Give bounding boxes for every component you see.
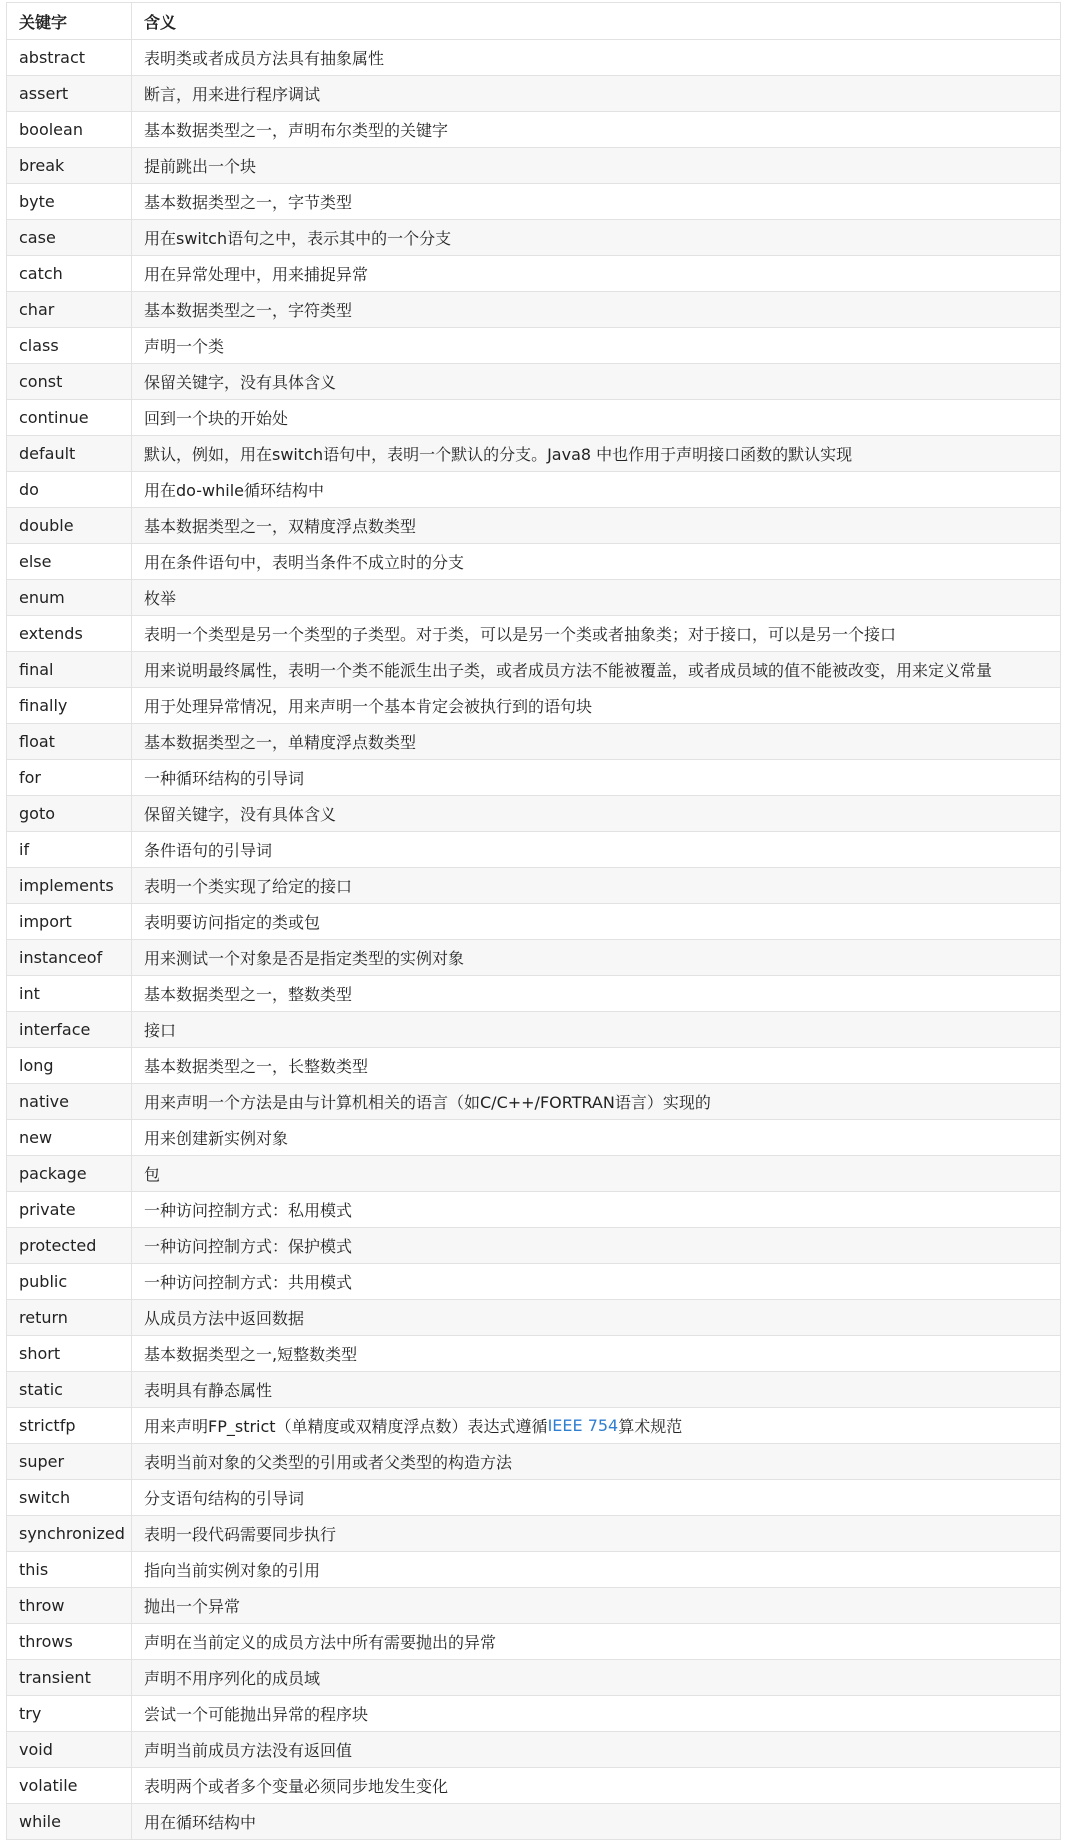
meaning-cell: 回到一个块的开始处 [132, 400, 1061, 435]
meaning-cell: 表明类或者成员方法具有抽象属性 [132, 40, 1061, 75]
table-row [6, 292, 1061, 328]
keyword-cell: enum [6, 580, 132, 615]
table-row [6, 1444, 1061, 1480]
meaning-cell: 一种循环结构的引导词 [132, 760, 1061, 795]
table-row [6, 976, 1061, 1012]
meaning-cell: 用在异常处理中，用来捕捉异常 [132, 256, 1061, 291]
keyword-cell: abstract [6, 40, 132, 75]
table-row [6, 796, 1061, 832]
table-row [6, 688, 1061, 724]
meaning-cell: 基本数据类型之一，字节类型 [132, 184, 1061, 219]
keyword-cell: import [6, 904, 132, 939]
meaning-cell: 声明一个类 [132, 328, 1061, 363]
keyword-cell: native [6, 1084, 132, 1119]
keyword-cell: long [6, 1048, 132, 1083]
keyword-cell: package [6, 1156, 132, 1191]
meaning-cell: 从成员方法中返回数据 [132, 1300, 1061, 1335]
meaning-text-before: 用来声明FP_strict（单精度或双精度浮点数）表达式遵循 [144, 1417, 548, 1436]
table-row [6, 760, 1061, 796]
table-header-row [6, 3, 1061, 40]
table-row [6, 544, 1061, 580]
keyword-cell: protected [6, 1228, 132, 1263]
keyword-cell: private [6, 1192, 132, 1227]
table-row [6, 256, 1061, 292]
keyword-cell: public [6, 1264, 132, 1299]
table-row [6, 508, 1061, 544]
table-row [6, 1120, 1061, 1156]
meaning-cell: 分支语句结构的引导词 [132, 1480, 1061, 1515]
keyword-cell: strictfp [6, 1408, 132, 1443]
keyword-cell: new [6, 1120, 132, 1155]
table-row [6, 1048, 1061, 1084]
meaning-cell: 接口 [132, 1012, 1061, 1047]
table-row [6, 1300, 1061, 1336]
table-row [6, 904, 1061, 940]
table-row [6, 1804, 1061, 1840]
meaning-cell: 一种访问控制方式：共用模式 [132, 1264, 1061, 1299]
keyword-cell: default [6, 436, 132, 471]
meaning-cell: 表明一个类型是另一个类型的子类型。对于类，可以是另一个类或者抽象类；对于接口，可以是另一个接口 [132, 616, 1061, 651]
meaning-cell: 断言，用来进行程序调试 [132, 76, 1061, 111]
keyword-cell: super [6, 1444, 132, 1479]
meaning-cell: 表明两个或者多个变量必须同步地发生变化 [132, 1768, 1061, 1803]
table-row [6, 1732, 1061, 1768]
meaning-cell: 基本数据类型之一，双精度浮点数类型 [132, 508, 1061, 543]
keyword-cell: do [6, 472, 132, 507]
keyword-cell: double [6, 508, 132, 543]
table-row [6, 616, 1061, 652]
meaning-cell: 一种访问控制方式：私用模式 [132, 1192, 1061, 1227]
header-keyword: 关键字 [6, 3, 132, 39]
table-row [6, 1696, 1061, 1732]
keyword-cell: static [6, 1372, 132, 1407]
meaning-cell: 表明一个类实现了给定的接口 [132, 868, 1061, 903]
keyword-cell: case [6, 220, 132, 255]
meaning-cell: 保留关键字，没有具体含义 [132, 364, 1061, 399]
keyword-cell: throw [6, 1588, 132, 1623]
table-row [6, 1192, 1061, 1228]
meaning-cell: 用于处理异常情况，用来声明一个基本肯定会被执行到的语句块 [132, 688, 1061, 723]
keyword-cell: volatile [6, 1768, 132, 1803]
keyword-cell: interface [6, 1012, 132, 1047]
keyword-cell: switch [6, 1480, 132, 1515]
keyword-cell: for [6, 760, 132, 795]
meaning-cell: 指向当前实例对象的引用 [132, 1552, 1061, 1587]
meaning-cell: 抛出一个异常 [132, 1588, 1061, 1623]
meaning-cell: 表明一段代码需要同步执行 [132, 1516, 1061, 1551]
meaning-cell: 声明当前成员方法没有返回值 [132, 1732, 1061, 1767]
meaning-cell: 声明不用序列化的成员域 [132, 1660, 1061, 1695]
table-row [6, 1624, 1061, 1660]
meaning-cell: 基本数据类型之一，声明布尔类型的关键字 [132, 112, 1061, 147]
keyword-cell: synchronized [6, 1516, 132, 1551]
ieee-754-link[interactable]: IEEE 754 [547, 1416, 619, 1435]
table-row [6, 1336, 1061, 1372]
table-row [6, 40, 1061, 76]
table-row [6, 1552, 1061, 1588]
keyword-cell: throws [6, 1624, 132, 1659]
table-row [6, 832, 1061, 868]
keyword-cell: void [6, 1732, 132, 1767]
meaning-cell: 默认，例如，用在switch语句中，表明一个默认的分支。Java8 中也作用于声明接口函数的默认实现 [132, 436, 1061, 471]
table-row [6, 1660, 1061, 1696]
table-row [6, 1264, 1061, 1300]
table-row [6, 112, 1061, 148]
keyword-cell: if [6, 832, 132, 867]
keyword-cell: continue [6, 400, 132, 435]
keyword-cell: implements [6, 868, 132, 903]
meaning-cell: 一种访问控制方式：保护模式 [132, 1228, 1061, 1263]
meaning-cell: 条件语句的引导词 [132, 832, 1061, 867]
table-row [6, 472, 1061, 508]
table-row [6, 1408, 1061, 1444]
table-row [6, 184, 1061, 220]
meaning-cell: 用在do-while循环结构中 [132, 472, 1061, 507]
table-row [6, 1768, 1061, 1804]
meaning-cell: 基本数据类型之一，字符类型 [132, 292, 1061, 327]
table-row [6, 724, 1061, 760]
keyword-cell: while [6, 1804, 132, 1839]
meaning-cell: 尝试一个可能抛出异常的程序块 [132, 1696, 1061, 1731]
keyword-cell: return [6, 1300, 132, 1335]
keyword-cell: float [6, 724, 132, 759]
keyword-cell: finally [6, 688, 132, 723]
keyword-cell: goto [6, 796, 132, 831]
keyword-cell: try [6, 1696, 132, 1731]
table-row [6, 1588, 1061, 1624]
meaning-cell: 包 [132, 1156, 1061, 1191]
meaning-cell: 用在switch语句之中，表示其中的一个分支 [132, 220, 1061, 255]
table-row [6, 1228, 1061, 1264]
keyword-cell: transient [6, 1660, 132, 1695]
keyword-cell: boolean [6, 112, 132, 147]
meaning-cell: 保留关键字，没有具体含义 [132, 796, 1061, 831]
meaning-cell: 用来说明最终属性，表明一个类不能派生出子类，或者成员方法不能被覆盖，或者成员域的值不能被改变，用来定义常量 [132, 652, 1061, 687]
table-row [6, 652, 1061, 688]
keyword-cell: instanceof [6, 940, 132, 975]
table-row [6, 148, 1061, 184]
header-meaning: 含义 [132, 3, 1061, 39]
meaning-cell: 基本数据类型之一，整数类型 [132, 976, 1061, 1011]
table-row [6, 76, 1061, 112]
keyword-cell: const [6, 364, 132, 399]
table-row [6, 1516, 1061, 1552]
keyword-cell: else [6, 544, 132, 579]
meaning-cell: 用来测试一个对象是否是指定类型的实例对象 [132, 940, 1061, 975]
table-row [6, 1372, 1061, 1408]
meaning-text-after: 算术规范 [618, 1417, 683, 1436]
meaning-cell: 枚举 [132, 580, 1061, 615]
keyword-cell: extends [6, 616, 132, 651]
keyword-cell: byte [6, 184, 132, 219]
table-row [6, 1012, 1061, 1048]
table-row [6, 328, 1061, 364]
keyword-cell: assert [6, 76, 132, 111]
keyword-cell: char [6, 292, 132, 327]
table-row [6, 1084, 1061, 1120]
table-row [6, 580, 1061, 616]
keyword-cell: this [6, 1552, 132, 1587]
table-row [6, 1480, 1061, 1516]
keyword-table [6, 2, 1061, 1840]
keyword-cell: break [6, 148, 132, 183]
table-row [6, 1156, 1061, 1192]
keyword-cell: int [6, 976, 132, 1011]
keyword-cell: short [6, 1336, 132, 1371]
meaning-cell: 提前跳出一个块 [132, 148, 1061, 183]
table-row [6, 436, 1061, 472]
keyword-cell: class [6, 328, 132, 363]
meaning-cell: 用来创建新实例对象 [132, 1120, 1061, 1155]
meaning-cell [132, 1408, 1061, 1443]
meaning-cell: 基本数据类型之一，单精度浮点数类型 [132, 724, 1061, 759]
meaning-cell: 用在条件语句中，表明当条件不成立时的分支 [132, 544, 1061, 579]
keyword-cell: final [6, 652, 132, 687]
meaning-cell: 表明要访问指定的类或包 [132, 904, 1061, 939]
table-row [6, 868, 1061, 904]
meaning-cell: 用来声明一个方法是由与计算机相关的语言（如C/C++/FORTRAN语言）实现的 [132, 1084, 1061, 1119]
meaning-cell: 表明当前对象的父类型的引用或者父类型的构造方法 [132, 1444, 1061, 1479]
keyword-cell: catch [6, 256, 132, 291]
table-row [6, 220, 1061, 256]
table-row [6, 364, 1061, 400]
meaning-cell: 基本数据类型之一,短整数类型 [132, 1336, 1061, 1371]
meaning-cell: 用在循环结构中 [132, 1804, 1061, 1839]
meaning-cell: 表明具有静态属性 [132, 1372, 1061, 1407]
meaning-cell: 基本数据类型之一，长整数类型 [132, 1048, 1061, 1083]
table-row [6, 940, 1061, 976]
table-row [6, 400, 1061, 436]
meaning-cell: 声明在当前定义的成员方法中所有需要抛出的异常 [132, 1624, 1061, 1659]
